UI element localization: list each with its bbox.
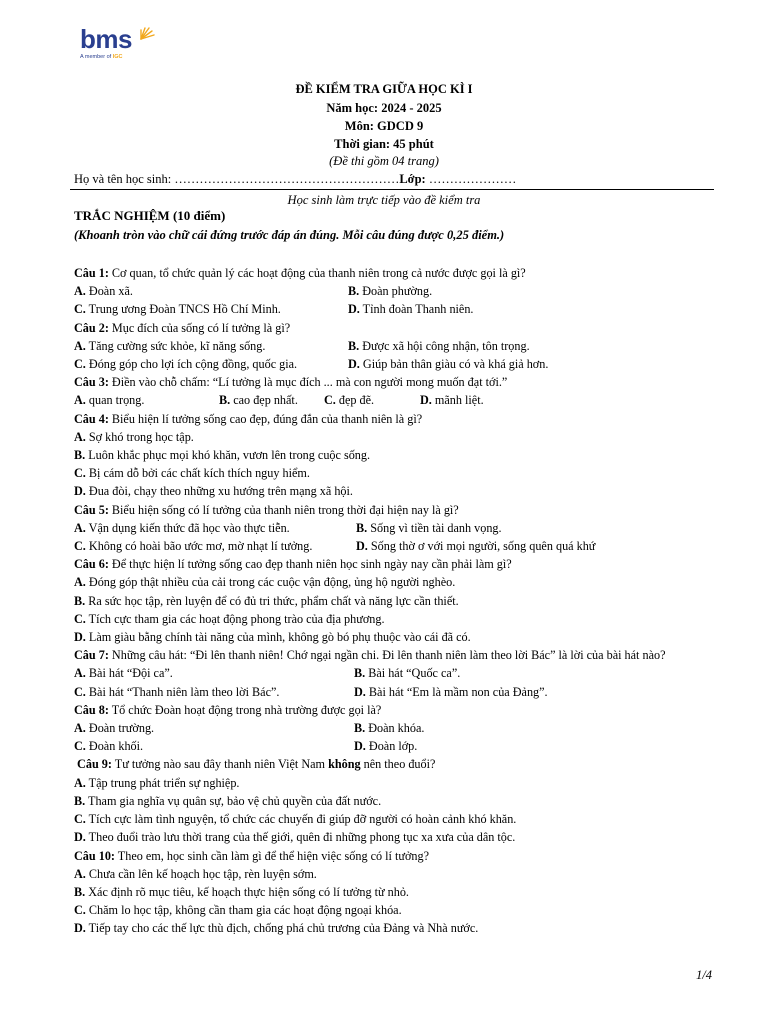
- option-d[interactable]: D. Theo đuổi trào lưu thời trang của thế giới, quên đi những phong tục xa xưa của dân tộc.: [74, 830, 516, 845]
- option-c[interactable]: C. đẹp đẽ.: [324, 393, 375, 408]
- exam-title: ĐỀ KIỂM TRA GIỮA HỌC KÌ I: [295, 82, 473, 96]
- options-row: [74, 719, 714, 737]
- option-d[interactable]: D. Sống thờ ơ với mọi người, sống quên quá khứ: [356, 539, 596, 554]
- subject: Môn: GDCD 9: [344, 119, 424, 133]
- option-b[interactable]: B. Sống vì tiền tài danh vọng.: [356, 520, 502, 535]
- option-c[interactable]: C. Đóng góp cho lợi ích cộng đồng, quốc gia.: [74, 357, 298, 372]
- option-c[interactable]: C. Bị cám dỗ bởi các chất kích thích nguy hiểm.: [74, 466, 310, 481]
- school-year: Năm học: 2024 - 2025: [326, 101, 442, 115]
- sun-rays-icon: [138, 24, 156, 42]
- option-c[interactable]: C. Trung ương Đoàn TNCS Hồ Chí Minh.: [74, 302, 281, 317]
- option-d[interactable]: D. mãnh liệt.: [420, 393, 484, 408]
- question-8: Câu 8: Tổ chức Đoàn hoạt động trong nhà trường được gọi là?: [74, 702, 382, 717]
- option-d[interactable]: D. Đoàn lớp.: [354, 739, 418, 754]
- option-d[interactable]: D. Tiếp tay cho các thế lực thù địch, chống phá chủ trương của Đảng và Nhà nước.: [74, 921, 479, 936]
- option-d[interactable]: D. Tỉnh đoàn Thanh niên.: [348, 302, 474, 317]
- options-row: [74, 664, 714, 682]
- option-a[interactable]: A. Vận dụng kiến thức đã học vào thực tiễn.: [74, 520, 290, 535]
- option-a[interactable]: A. quan trọng.: [74, 393, 145, 408]
- option-d[interactable]: D. Bài hát “Em là mầm non của Đảng”.: [354, 684, 548, 699]
- option-a[interactable]: A. Đóng góp thật nhiều của cải trong các cuộc vận động, ủng hộ người nghèo.: [74, 575, 456, 590]
- option-c[interactable]: C. Chăm lo học tập, không cần tham gia các hoạt động ngoại khóa.: [74, 903, 402, 918]
- option-a[interactable]: A. Chưa cần lên kế hoạch học tập, rèn luyện sớm.: [74, 866, 317, 881]
- option-b[interactable]: B. cao đẹp nhất.: [219, 393, 298, 408]
- options-row: [74, 282, 714, 300]
- logo-brand: bms: [80, 24, 132, 54]
- options-row: [74, 391, 714, 409]
- option-b[interactable]: B. Tham gia nghĩa vụ quân sự, bảo vệ chủ quyền của đất nước.: [74, 793, 382, 808]
- option-c[interactable]: C. Đoàn khối.: [74, 739, 144, 754]
- option-c[interactable]: C. Tích cực tham gia các hoạt động phong trào của địa phương.: [74, 611, 385, 626]
- option-a[interactable]: A. Tập trung phát triển sự nghiệp.: [74, 775, 240, 790]
- option-a[interactable]: A. Tăng cường sức khỏe, kĩ năng sống.: [74, 338, 266, 353]
- options-row: [74, 519, 714, 537]
- page-number: 1/4: [696, 968, 712, 982]
- student-info-line: [74, 172, 516, 187]
- question-3: Câu 3: Điền vào chỗ chấm: “Lí tưởng là mục đích ... mà con người mong muốn đạt tới.”: [74, 375, 508, 390]
- section-note: (Khoanh tròn vào chữ cái đứng trước đáp án đúng. Mỗi câu đúng được 0,25 điểm.): [74, 228, 505, 242]
- option-d[interactable]: D. Làm giàu bằng chính tài năng của mình, không gò bó phụ thuộc vào cái đã có.: [74, 630, 471, 645]
- question-6: Câu 6: Để thực hiện lí tưởng sống cao đẹp thanh niên học sinh ngày nay cần phải làm gì?: [74, 557, 512, 572]
- option-b[interactable]: B. Bài hát “Quốc ca”.: [354, 666, 461, 681]
- options-row: [74, 737, 714, 755]
- option-a[interactable]: A. Sợ khó trong học tập.: [74, 429, 194, 444]
- option-c[interactable]: C. Không có hoài bão ước mơ, mờ nhạt lí tưởng.: [74, 539, 313, 554]
- option-a[interactable]: A. Đoàn xã.: [74, 284, 133, 299]
- option-d[interactable]: D. Đua đòi, chạy theo những xu hướng trên mạng xã hội.: [74, 484, 353, 499]
- question-list: [74, 264, 714, 938]
- options-row: [74, 355, 714, 373]
- question-7: Câu 7: Những câu hát: “Đi lên thanh niên! Chớ ngại ngần chi. Đi lên thanh niên làm theo lời Bác” là lời của bài hát nào?: [74, 648, 666, 663]
- option-c[interactable]: C. Bài hát “Thanh niên làm theo lời Bác”.: [74, 684, 280, 699]
- instruction: Học sinh làm trực tiếp vào đề kiểm tra: [287, 193, 481, 207]
- options-row: [74, 337, 714, 355]
- option-a[interactable]: A. Đoàn trường.: [74, 721, 155, 736]
- class-blank: …………………: [425, 172, 517, 186]
- student-name-label: Họ và tên học sinh: ………………………………………………: [74, 172, 400, 186]
- divider: [70, 189, 714, 190]
- options-row: [74, 300, 714, 318]
- option-a[interactable]: A. Bài hát “Đội ca”.: [74, 666, 173, 681]
- option-c[interactable]: C. Tích cực làm tình nguyện, tổ chức các chuyến đi giúp đỡ người có hoàn cảnh khó khăn.: [74, 812, 517, 827]
- option-d[interactable]: D. Giúp bản thân giàu có và khá giả hơn.: [348, 357, 549, 372]
- option-b[interactable]: B. Đoàn phường.: [348, 284, 433, 299]
- question-9: Câu 9: Tư tưởng nào sau đây thanh niên Việt Nam không nên theo đuổi?: [77, 757, 436, 772]
- pages-note: (Đề thi gồm 04 trang): [329, 154, 439, 168]
- question-5: Câu 5: Biểu hiện sống có lí tưởng của thanh niên trong thời đại hiện nay là gì?: [74, 502, 459, 517]
- option-b[interactable]: B. Đoàn khóa.: [354, 721, 425, 736]
- option-b[interactable]: B. Luôn khắc phục mọi khó khăn, vươn lên trong cuộc sống.: [74, 448, 371, 463]
- question-1: Câu 1: Cơ quan, tổ chức quản lý các hoạt động của thanh niên trong cả nước được gọi là gì?: [74, 266, 526, 280]
- question-4: Câu 4: Biểu hiện lí tưởng sống cao đẹp, đúng đắn của thanh niên là gì?: [74, 411, 423, 426]
- school-logo: [80, 24, 170, 64]
- options-row: [74, 537, 714, 555]
- class-label: Lớp:: [399, 172, 426, 186]
- option-b[interactable]: B. Xác định rõ mục tiêu, kế hoạch thực hiện sống có lí tưởng từ nhỏ.: [74, 884, 409, 899]
- options-row: [74, 683, 714, 701]
- option-b[interactable]: B. Ra sức học tập, rèn luyện để có đủ tri thức, phẩm chất và năng lực cần thiết.: [74, 593, 459, 608]
- question-10: Câu 10: Theo em, học sinh cần làm gì để thể hiện việc sống có lí tưởng?: [74, 848, 430, 863]
- option-b[interactable]: B. Được xã hội công nhận, tôn trọng.: [348, 338, 530, 353]
- question-2: Câu 2: Mục đích của sống có lí tưởng là gì?: [74, 320, 291, 335]
- section-title: TRẮC NGHIỆM (10 điểm): [74, 208, 226, 223]
- logo-tagline: A member of IGC: [80, 54, 123, 60]
- duration: Thời gian: 45 phút: [334, 137, 434, 151]
